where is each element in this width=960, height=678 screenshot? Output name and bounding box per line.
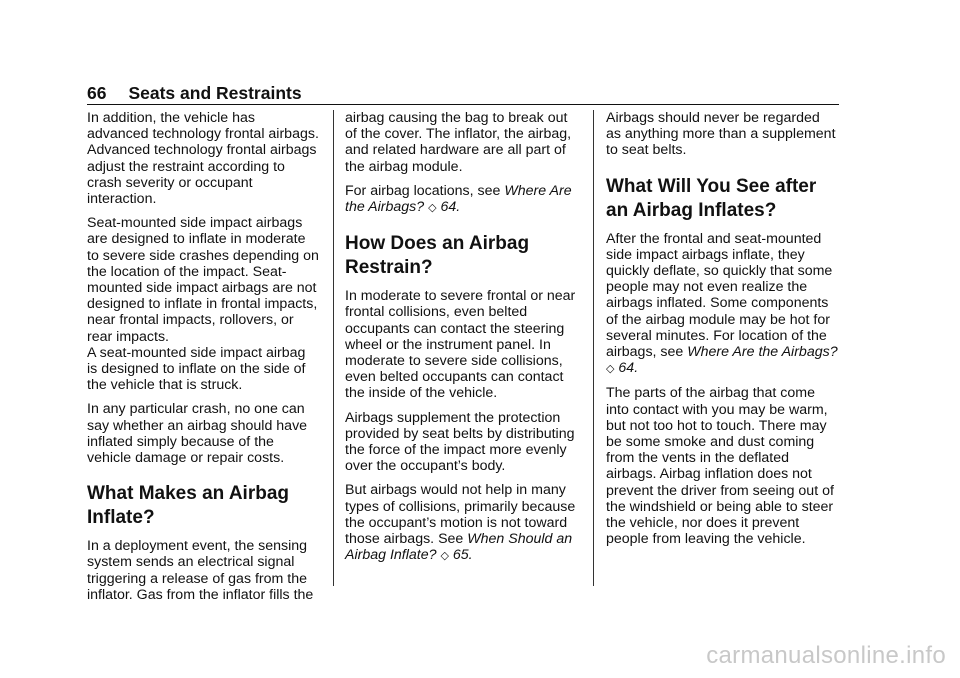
paragraph-text: But airbags would not help in many types of collisions, primarily because the occupant’s motion is not toward those airbags. See (345, 482, 576, 548)
cross-reference-title: Where Are the Airbags? (687, 344, 838, 361)
cross-reference-page: 64 (618, 360, 635, 377)
page-ref-arrow-icon: ◇ (428, 202, 437, 215)
paragraph: The parts of the airbag that come into contact with you may be warm, but not too hot to touch. There may be some smoke and dust coming from the vents in the deflated airbags. Airbag inflation does not prevent the driver from seeing out of the windshield or being able to steer the vehicle, nor does it prevent people from leaving the vehicle. (606, 385, 834, 548)
cross-reference-title: When Should an Airbag Inflate? (345, 531, 573, 564)
paragraph: In any particular crash, no one can say whether an airbag should have inflated simply because of the vehicle damage or repair costs. (87, 401, 308, 467)
page-header (87, 82, 839, 105)
column-2 (345, 110, 577, 572)
column-divider (593, 110, 594, 586)
paragraph: In addition, the vehicle has advanced technology frontal airbags. Advanced technology frontal airbags adjust the restraint according to crash severity or occupant interaction. (87, 110, 319, 208)
cross-reference-title: Where Are the Airbags? (345, 182, 572, 216)
paragraph: A seat-mounted side impact airbag is designed to inflate on the side of the vehicle that is struck. (87, 344, 306, 394)
paragraph-text: For airbag locations, see (345, 182, 505, 199)
paragraph (606, 231, 838, 378)
section-title: Seats and Restraints (128, 83, 302, 103)
cross-reference-link[interactable]: Where Are the Airbags? ◇ 64. (345, 182, 572, 216)
paragraph: Airbags supplement the protection provided by seat belts by distributing the force of the impact more evenly over the occupant’s body. (345, 409, 575, 475)
paragraph (345, 482, 577, 564)
section-heading: What Will You See after an Airbag Inflates? (606, 175, 817, 221)
paragraph-text: After the frontal and seat-mounted side impact airbags inflate, they quickly deflate, so quickly that some people may not even realize the airbags inflated. Some components of the airbag module may be hot for several minutes. For location of the airbags, see (606, 230, 833, 361)
cross-reference-link[interactable]: When Should an Airbag Inflate? ◇ 65. (345, 531, 573, 564)
column-divider (333, 110, 334, 586)
page-ref-arrow-icon: ◇ (606, 363, 615, 376)
paragraph: airbag causing the bag to break out of the cover. The inflator, the airbag, and related hardware are all part of the airbag module. (345, 110, 572, 175)
watermark: carmanualsonline.info (706, 642, 946, 669)
cross-reference-page: 64 (440, 199, 457, 216)
column-1 (87, 110, 319, 611)
paragraph: Seat-mounted side impact airbags are designed to inflate in moderate to severe side crashes depending on the location of the impact. Seat-mounted side impact airbags are not designed to inflate in frontal impacts, near frontal impacts, rollovers, or rear impacts. (87, 215, 319, 345)
paragraph: In moderate to severe frontal or near frontal collisions, even belted occupants can contact the steering wheel or the instrument panel. In moderate to severe side collisions, even belted occupants can contact the inside of the vehicle. (345, 288, 576, 402)
page-ref-arrow-icon: ◇ (440, 550, 449, 563)
cross-reference-page: 65 (452, 547, 469, 564)
section-heading: How Does an Airbag Restrain? (345, 233, 530, 279)
page-number: 66 (87, 83, 107, 103)
paragraph (345, 183, 577, 216)
section-heading: What Makes an Airbag Inflate? (87, 483, 290, 529)
paragraph: Airbags should never be regarded as anything more than a supplement to seat belts. (606, 110, 836, 159)
cross-reference-link[interactable]: Where Are the Airbags? ◇ 64. (606, 344, 838, 377)
paragraph: In a deployment event, the sensing system sends an electrical signal triggering a release of gas from the inflator. Gas from the inflator fills the (87, 538, 314, 603)
column-3 (606, 110, 838, 555)
